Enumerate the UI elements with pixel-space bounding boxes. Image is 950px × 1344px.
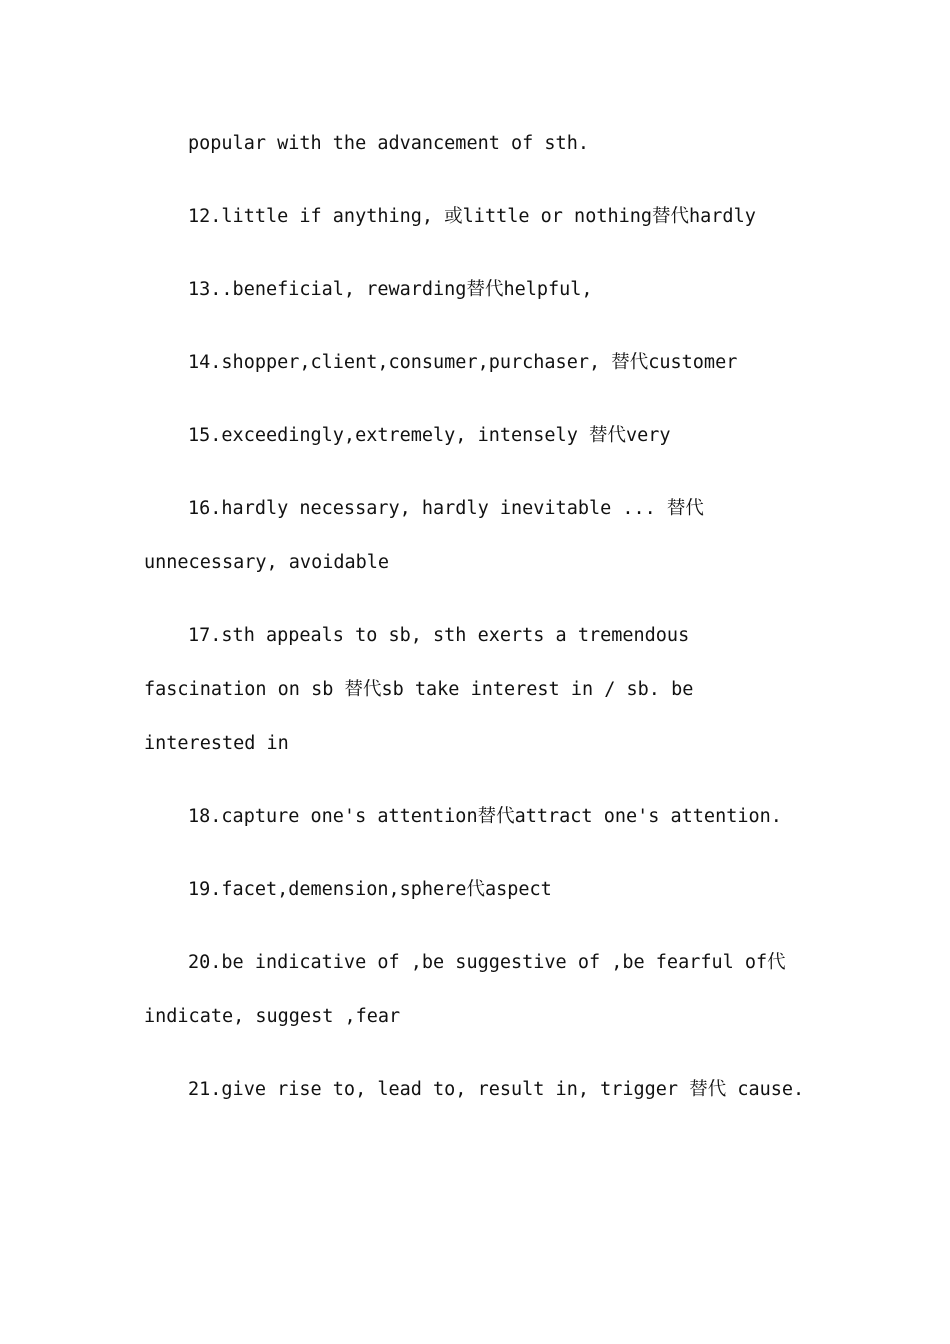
- list-item-20: 20.be indicative of ,be suggestive of ,be fearful of代 indicate, suggest ,fear: [144, 952, 797, 1027]
- document-body: [144, 117, 808, 1117]
- list-item-21: 21.give rise to, lead to, result in, trigger 替代 cause.: [188, 1079, 805, 1100]
- paragraph-continuation: popular with the advancement of sth.: [188, 133, 589, 154]
- list-item-18: 18.capture one's attention替代attract one's attention.: [188, 806, 782, 827]
- list-item-14: 14.shopper,client,consumer,purchaser, 替代customer: [188, 352, 738, 373]
- list-item-12: 12.little if anything, 或little or nothing替代hardly: [188, 206, 756, 227]
- list-item-13: 13..beneficial, rewarding替代helpful,: [188, 279, 593, 300]
- list-item-19: 19.facet,demension,sphere代aspect: [188, 879, 552, 900]
- list-item-16: 16.hardly necessary, hardly inevitable ... 替代 unnecessary, avoidable: [144, 498, 716, 573]
- list-item-17: 17.sth appeals to sb, sth exerts a tremendous fascination on sb 替代sb take interest in / sb. be interested in: [144, 625, 705, 754]
- list-item-15: 15.exceedingly,extremely, intensely 替代very: [188, 425, 671, 446]
